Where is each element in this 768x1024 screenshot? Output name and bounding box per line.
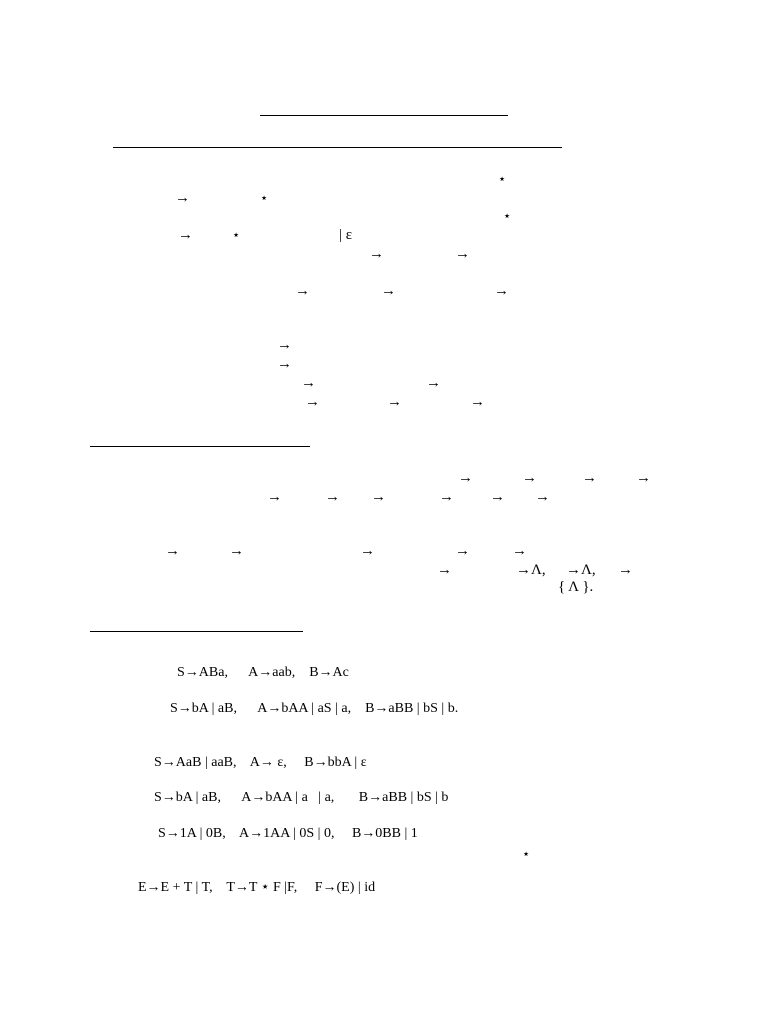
arrow-symbol: → — [229, 543, 244, 559]
arrow-symbol: → — [371, 489, 386, 505]
arrow-symbol: → — [582, 470, 597, 486]
arrow-symbol: → — [636, 470, 651, 486]
lambda-set: { Λ }. — [558, 579, 594, 595]
subtitle-rule — [113, 147, 562, 148]
arrow-symbol: → — [295, 283, 310, 299]
arrow-symbol: → — [360, 543, 375, 559]
grammar-line: S→1A | 0B, A→1AA | 0S | 0, B→0BB | 1 — [158, 826, 418, 841]
lambda-production: →Λ, — [566, 562, 596, 578]
arrow-symbol: → — [165, 543, 180, 559]
arrow-symbol: → — [455, 543, 470, 559]
arrow-symbol: → — [426, 375, 441, 391]
star-symbol: ⋆ — [498, 171, 507, 186]
grammar-line: S→bA | aB, A→bAA | a | a, B→aBB | bS | b — [154, 790, 449, 805]
arrow-symbol: → — [325, 489, 340, 505]
arrow-symbol: → — [618, 562, 633, 578]
arrow-symbol: → — [458, 470, 473, 486]
grammar-line: S→ABa, A→aab, B→Ac — [177, 665, 349, 680]
arrow-symbol: → — [277, 337, 292, 353]
arrow-symbol: → — [455, 246, 470, 262]
grammar-line: S→AaB | aaB, A→ ε, B→bbA | ε — [154, 755, 367, 770]
section-1-rule — [90, 446, 310, 447]
arrow-symbol: → — [267, 489, 282, 505]
section-2-rule — [90, 631, 303, 632]
title-rule — [260, 115, 508, 116]
arrow-symbol: → — [535, 489, 550, 505]
arrow-symbol: → — [490, 489, 505, 505]
epsilon-alternative: | ε — [339, 227, 353, 243]
arrow-symbol: → — [381, 283, 396, 299]
lambda-production: →Λ, — [516, 562, 546, 578]
star-symbol: ⋆ — [503, 208, 512, 223]
arrow-symbol: → — [437, 562, 452, 578]
arrow-symbol: → — [522, 470, 537, 486]
arrow-symbol: → — [301, 375, 316, 391]
arrow-symbol: → — [175, 190, 190, 206]
arrow-symbol: → — [439, 489, 454, 505]
grammar-line: E→E + T | T, T→T ⋆ F |F, F→(E) | id — [138, 880, 376, 895]
star-symbol: ⋆ — [522, 846, 531, 861]
arrow-symbol: → — [387, 394, 402, 410]
arrow-symbol: → — [178, 227, 193, 243]
arrow-symbol: → — [369, 246, 384, 262]
arrow-symbol: → — [470, 394, 485, 410]
star-symbol: ⋆ — [260, 190, 269, 205]
arrow-symbol: → — [512, 543, 527, 559]
star-symbol: ⋆ — [232, 227, 241, 242]
arrow-symbol: → — [277, 356, 292, 372]
grammar-line: S→bA | aB, A→bAA | aS | a, B→aBB | bS | b. — [170, 701, 459, 716]
arrow-symbol: → — [305, 394, 320, 410]
arrow-symbol: → — [494, 283, 509, 299]
